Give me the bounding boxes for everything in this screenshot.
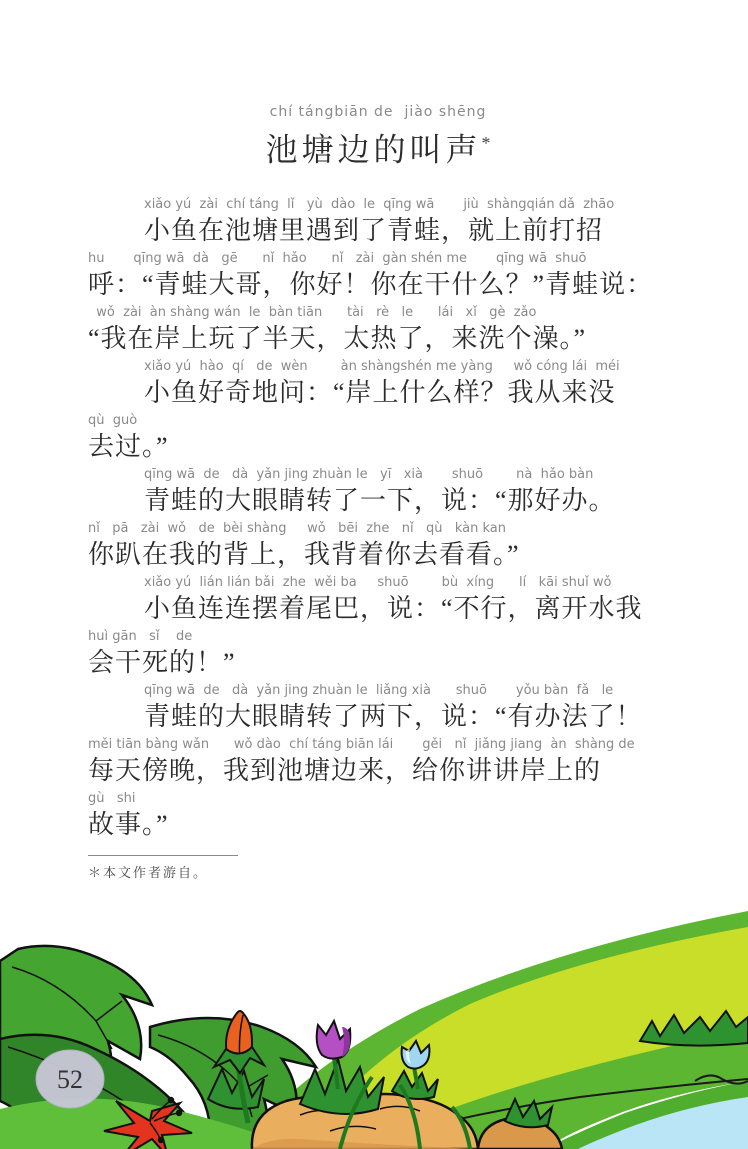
text-line [88,249,668,303]
title-hanzi-text: 池塘边的叫声 [265,131,482,168]
pinyin-row: gù shi [88,790,136,806]
pinyin-row: nǐ pā zài wǒ de bèi shàng wǒ bēi zhe nǐ qù kàn kan [88,520,506,536]
footnote-text: ＊本文作者游自。 [88,864,209,880]
hanzi-row: 青蛙的大眼睛转了一下，说：“那好办。 [144,485,616,515]
footnote [88,855,668,881]
title-hanzi [88,122,668,171]
pinyin-row: qīng wā de dà yǎn jing zhuàn le liǎng xià shuō yǒu bàn fǎ le [144,682,614,698]
title-pinyin: chí tángbiān de jiào shēng [269,104,487,120]
pinyin-row: wǒ zài àn shàng wán le bàn tiān tài rè le lái xǐ gè zǎo [88,304,537,320]
hanzi-row: 小鱼连连摆着尾巴，说：“不行，离开水我 [144,593,643,623]
text-line [88,681,668,735]
hanzi-row: 青蛙的大眼睛转了两下，说：“有办法了！ [144,701,643,731]
hanzi-row: 故事。” [88,809,169,839]
pinyin-row: měi tiān bàng wǎn wǒ dào chí táng biān lái gěi nǐ jiǎng jiang àn shàng de [88,736,635,752]
text-line [88,573,668,627]
footnote-marker: * [481,133,491,153]
pinyin-row: qīng wā de dà yǎn jing zhuàn le yī xià shuō nà hǎo bàn [144,466,594,482]
meadow-illustration [0,909,748,1149]
lesson-text-column [88,102,668,881]
text-line [88,195,668,249]
footnote-divider [88,855,238,856]
textbook-page [0,102,748,1149]
hanzi-row: 小鱼在池塘里遇到了青蛙，就上前打招 [144,215,604,245]
text-line [88,519,668,573]
pinyin-row: huì gān sǐ de [88,628,193,644]
lesson-title [88,102,668,171]
hanzi-row: 每天傍晚，我到池塘边来，给你讲讲岸上的 [88,755,602,785]
text-line [88,465,668,519]
hanzi-row: 小鱼好奇地问：“岸上什么样？我从来没 [144,377,616,407]
hanzi-row: 去过。” [88,431,169,461]
hanzi-row: 你趴在我的背上，我背着你去看看。” [88,539,520,569]
hanzi-row: 呼：“青蛙大哥，你好！你在干什么？”青蛙说： [88,269,654,299]
hanzi-row: 会干死的！” [88,647,236,677]
hanzi-row: “我在岸上玩了半天，太热了，来洗个澡。” [88,323,587,353]
text-line [88,735,668,789]
page-number: 52 [57,1065,83,1094]
text-line [88,789,668,843]
pinyin-row: xiǎo yú zài chí táng lǐ yù dào le qīng wā jiù shàngqián dǎ zhāo [144,196,615,212]
text-line [88,357,668,411]
text-line [88,627,668,681]
text-line [88,411,668,465]
pinyin-row: xiǎo yú hào qí de wèn àn shàngshén me yàng wǒ cóng lái méi [144,358,620,374]
pinyin-row: hu qīng wā dà gē nǐ hǎo nǐ zài gàn shén me qīng wā shuō [88,250,587,266]
pinyin-row: qù guò [88,412,138,428]
pinyin-row: xiǎo yú lián lián bǎi zhe wěi ba shuō bù xíng lí kāi shuǐ wǒ [144,574,612,590]
text-line [88,303,668,357]
